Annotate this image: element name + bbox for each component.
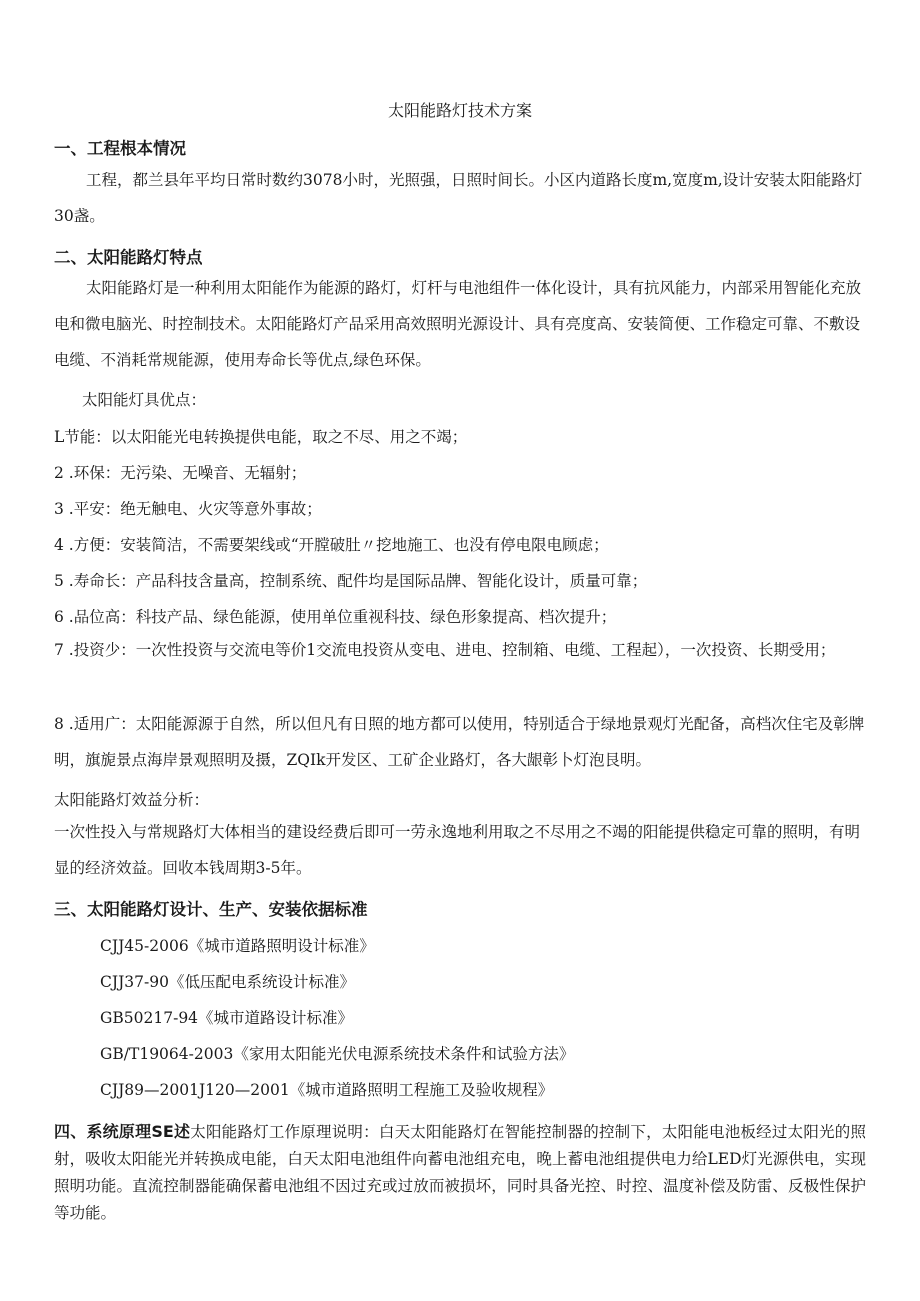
section-1-heading: 一、工程根本情况 bbox=[54, 139, 186, 158]
section-2-heading: 二、太阳能路灯特点 bbox=[54, 248, 203, 267]
benefit-title: 太阳能路灯效益分析： bbox=[54, 791, 210, 809]
advantage-item-5: 5 .寿命长：产品科技含量高，控制系统、配件均是国际品牌、智能化设计，质量可靠； bbox=[54, 572, 648, 590]
advantage-item-6: 6 .品位高：科技产品、绿色能源，使用单位重视科技、绿色形象提高、档次提升； bbox=[54, 608, 617, 626]
advantage-item-3: 3 .平安：绝无触电、火灾等意外事故； bbox=[54, 500, 322, 518]
advantages-title: 太阳能灯具优点： bbox=[82, 391, 207, 409]
advantage-item-8: 8 .适用广：太阳能源源于自然，所以但凡有日照的地方都可以使用，特别适合于绿地景观灯光配备，高档次住宅及彰牌明，旗旎景点海岸景观照明及摄，ZQIk开发区、工矿企业路灯，各大龈彰卜灯泡艮明。 bbox=[54, 715, 865, 769]
standard-item-4: GB/T19064-2003《家用太阳能光伏电源系统技术条件和试验方法》 bbox=[100, 1045, 575, 1063]
advantage-item-7: 7 .投资少：一次性投资与交流电等价1交流电投资从变电、进电、控制箱、电缆、工程起），一次投资、长期受用； bbox=[54, 641, 836, 659]
section-2-paragraph: 太阳能路灯是一种利用太阳能作为能源的路灯，灯杆与电池组件一体化设计，具有抗风能力，内部采用智能化充放电和微电脑光、时控制技术。太阳能路灯产品采用高效照明光源设计、具有亮度高、安装简便、工作稳定可靠、不敷设电缆、不消耗常规能源，使用寿命长等优点,绿色环保。 bbox=[54, 279, 862, 369]
section-1-paragraph: 工程，都兰县年平均日常时数约3078小时，光照强，日照时间长。小区内道路长度m,宽度m,设计安装太阳能路灯30盏。 bbox=[54, 171, 863, 225]
advantage-item-1: L节能：以太阳能光电转换提供电能，取之不尽、用之不竭； bbox=[54, 428, 468, 446]
standard-item-1: CJJ45-2006《城市道路照明设计标准》 bbox=[100, 937, 375, 955]
document-title: 太阳能路灯技术方案 bbox=[387, 101, 532, 120]
section-3-heading: 三、太阳能路灯设计、生产、安装依据标准 bbox=[54, 900, 368, 919]
section-4-heading: 四、系统原理SE述 bbox=[54, 1122, 191, 1141]
standard-item-5: CJJ89—2001J120—2001《城市道路照明工程施工及验收规程》 bbox=[100, 1081, 554, 1099]
benefit-paragraph: 一次性投入与常规路灯大体相当的建设经费后即可一劳永逸地利用取之不尽用之不竭的阳能提供稳定可靠的照明，有明显的经济效益。回收本钱周期3-5年。 bbox=[54, 823, 861, 877]
standard-item-2: CJJ37-90《低压配电系统设计标准》 bbox=[100, 973, 355, 991]
section-4-text: 太阳能路灯工作原理说明：白天太阳能路灯在智能控制器的控制下，太阳能电池板经过太阳光的照射，吸收太阳能光并转换成电能，白天太阳电池组件向蓄电池组充电，晚上蓄电池组提供电力给LED灯光源供电，实现照明功能。直流控制器能确保蓄电池组不因过充或过放而被损坏，同时具备光控、时控、温度补偿及防雷、反极性保护等功能。 bbox=[54, 1123, 866, 1222]
section-4-paragraph bbox=[54, 1118, 866, 1227]
advantage-item-2: 2 .环保：无污染、无噪音、无辐射； bbox=[54, 464, 307, 482]
standard-item-3: GB50217-94《城市道路设计标准》 bbox=[100, 1009, 354, 1027]
advantage-item-4: 4 .方便：安装简洁，不需要架线或“开膛破肚〃挖地施工、也没有停电限电顾虑； bbox=[54, 536, 609, 554]
